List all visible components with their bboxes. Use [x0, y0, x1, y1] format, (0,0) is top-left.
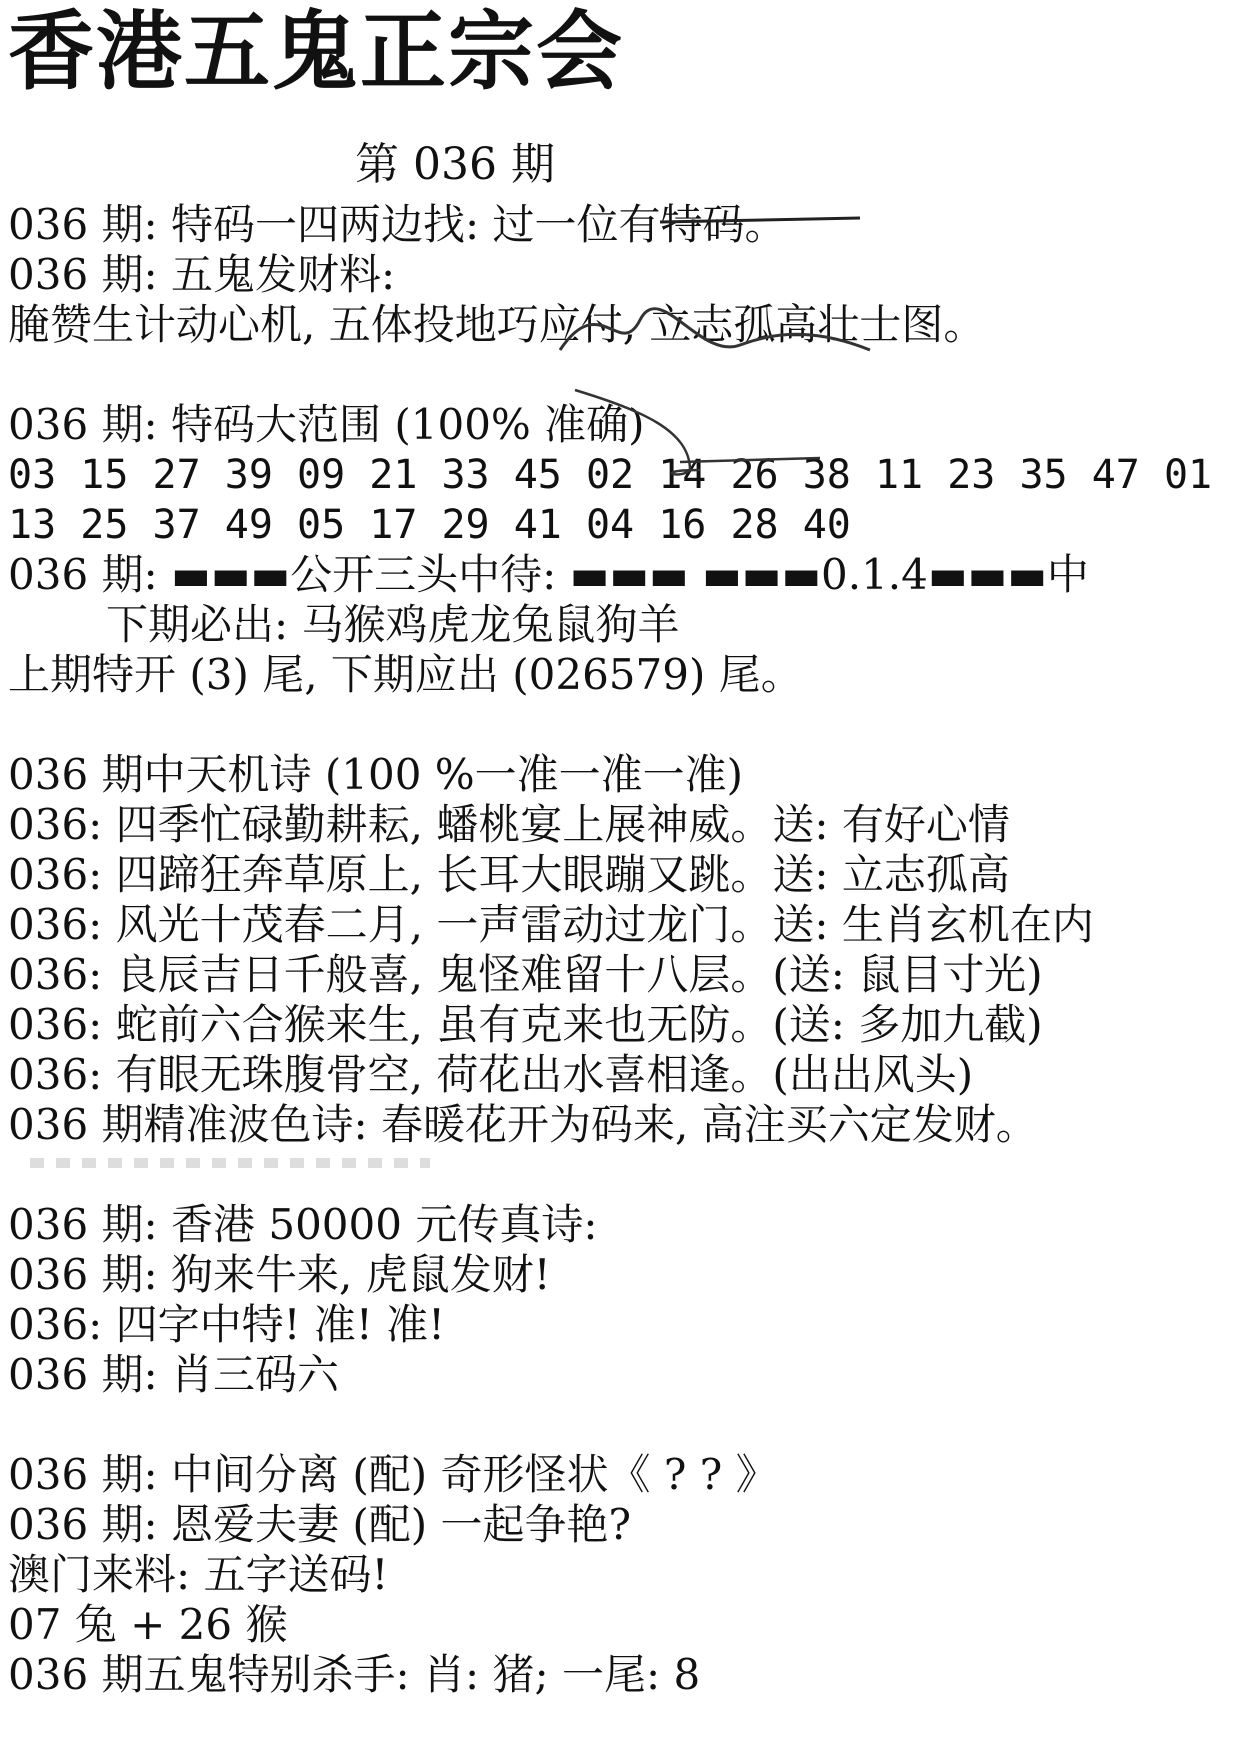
line-10: 上期特开 (3) 尾, 下期应出 (026579) 尾。	[8, 650, 803, 699]
line-12: 036 期中天机诗 (100 %一准一准一准)	[8, 750, 744, 799]
line-2: 036 期: 五鬼发财料:	[8, 250, 396, 299]
poem-line-3: 036: 风光十茂春二月, 一声雷动过龙门。送: 生肖玄机在内	[8, 900, 1094, 949]
line-24: 036 期: 肖三码六	[8, 1350, 340, 1399]
line-23: 036: 四字中特! 准! 准!	[8, 1300, 446, 1349]
content-lines	[8, 200, 1233, 1700]
line-27: 036 期: 恩爱夫妻 (配) 一起争艳?	[8, 1500, 632, 1549]
line-26: 036 期: 中间分离 (配) 奇形怪状《 ? ? 》	[8, 1450, 778, 1499]
line-3: 腌赞生计动心机, 五体投地巧应付, 立志孤高壮士图。	[8, 300, 986, 349]
poem-line-1: 036: 四季忙碌勤耕耘, 蟠桃宴上展神威。送: 有好心情	[8, 800, 1010, 849]
line-1: 036 期: 特码一四两边找: 过一位有特码。	[8, 200, 787, 249]
line-5: 036 期: 特码大范围 (100% 准确)	[8, 400, 645, 449]
scan-smudge	[30, 1158, 430, 1168]
line-28: 澳门来料: 五字送码!	[8, 1550, 389, 1599]
line-gap	[8, 700, 1233, 750]
line-21: 036 期: 香港 50000 元传真诗:	[8, 1200, 598, 1249]
line-9: 下期必出: 马猴鸡虎龙兔鼠狗羊	[106, 600, 680, 649]
poem-line-6: 036: 有眼无珠腹骨空, 荷花出水喜相逢。(出出风头)	[8, 1050, 974, 1099]
line-22: 036 期: 狗来牛来, 虎鼠发财!	[8, 1250, 551, 1299]
poem-line-2: 036: 四蹄狂奔草原上, 长耳大眼蹦又跳。送: 立志孤高	[8, 850, 1010, 899]
number-row-1: 03 15 27 39 09 21 33 45 02 14 26 38 11 23 35 47 01	[8, 452, 1213, 498]
line-30: 036 期五鬼特别杀手: 肖: 猪; 一尾: 8	[8, 1650, 701, 1699]
line-8: 036 期: ▬▬▬公开三头中待: ▬▬▬ ▬▬▬0.1.4▬▬▬中	[8, 550, 1089, 599]
issue-heading: 第 036 期	[355, 139, 555, 190]
number-row-2: 13 25 37 49 05 17 29 41 04 16 28 40	[8, 502, 851, 548]
line-gap	[8, 350, 1233, 400]
line-19: 036 期精准波色诗: 春暖花开为码来, 高注买六定发财。	[8, 1100, 1038, 1149]
poem-line-5: 036: 蛇前六合猴来生, 虽有克来也无防。(送: 多加九截)	[8, 1000, 1043, 1049]
line-gap	[8, 1400, 1233, 1450]
line-29: 07 兔 + 26 猴	[8, 1600, 288, 1649]
poem-line-4: 036: 良辰吉日千般喜, 鬼怪难留十八层。(送: 鼠目寸光)	[8, 950, 1043, 999]
document-title: 香港五鬼正宗会	[8, 1, 624, 102]
